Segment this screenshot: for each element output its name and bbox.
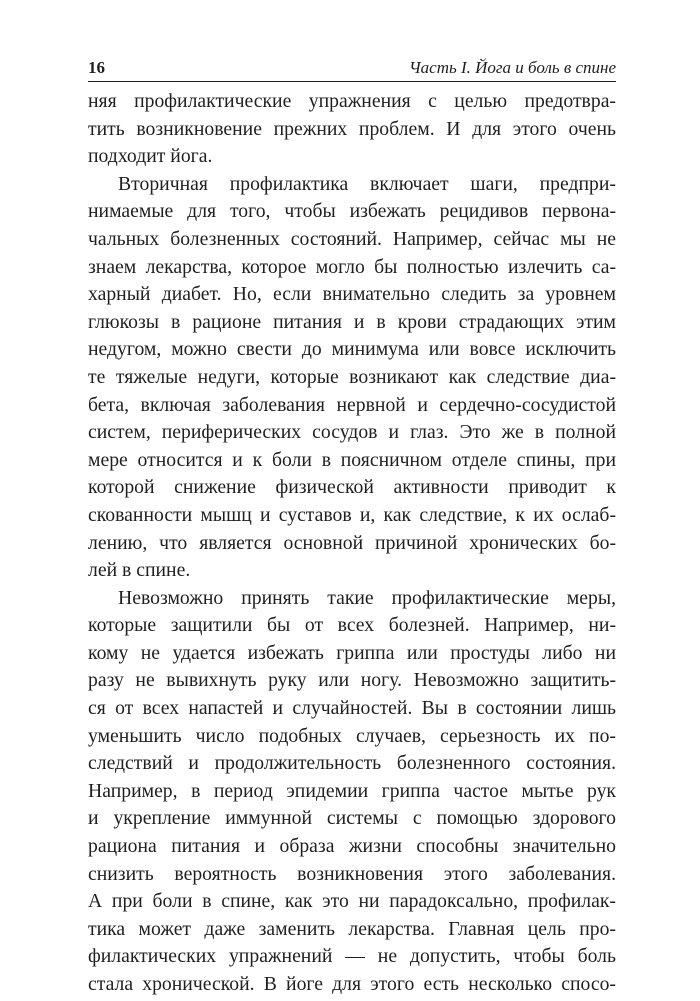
text-line: которые защитили бы от всех болезней. Например, ни- xyxy=(88,614,616,637)
text-line: недугом, можно свести до минимума или вовсе исключить xyxy=(88,338,616,361)
body-text xyxy=(88,88,616,999)
text-line: тика может даже заменить лекарства. Главная цель про- xyxy=(88,917,616,940)
text-line: снизить вероятность возникновения этого заболевания. xyxy=(88,862,616,885)
text-line: глюкозы в рационе питания и в крови страдающих этим xyxy=(88,310,616,333)
text-line: разу не вывихнуть руку или ногу. Невозможно защитить- xyxy=(88,669,616,692)
text-line: стала хронической. В йоге для этого есть несколько спосо- xyxy=(88,973,616,995)
text-line: кому не удается избежать гриппа или простуды либо ни xyxy=(88,641,616,664)
text-line: А при боли в спине, как это ни парадоксально, профилак- xyxy=(88,890,616,913)
text-line: и укрепление иммунной системы с помощью здорового xyxy=(88,807,616,830)
text-line: систем, периферических сосудов и глаз. Это же в полной xyxy=(88,421,616,444)
header-rule xyxy=(88,81,616,82)
text-line: нимаемые для того, чтобы избежать рецидивов первона- xyxy=(88,200,616,223)
text-line: знаем лекарства, которое могло бы полностью излечить са- xyxy=(88,255,616,278)
text-line: рациона питания и образа жизни способны значительно xyxy=(88,835,616,858)
text-line: скованности мышц и суставов и, как следствие, к их ослаб- xyxy=(88,503,616,526)
text-line: которой снижение физической активности приводит к xyxy=(88,476,616,499)
text-line: няя профилактические упражнения с целью предотвра- xyxy=(88,90,616,112)
page-number: 16 xyxy=(88,58,105,77)
text-line: Невозможно принять такие профилактические меры, xyxy=(118,586,616,609)
text-line: чальных болезненных состояний. Например, сейчас мы не xyxy=(88,227,616,250)
text-line: ся от всех напастей и случайностей. Вы в состоянии лишь xyxy=(88,697,616,720)
text-line: лей в спине. xyxy=(88,559,191,582)
text-line: Вторичная профилактика включает шаги, предпри- xyxy=(118,172,616,195)
running-title: Часть I. Йога и боль в спине xyxy=(408,58,616,77)
page-header xyxy=(88,56,616,80)
text-line: уменьшить число подобных случаев, серьезность их по- xyxy=(88,724,616,747)
text-line: тить возникновение прежних проблем. И для этого очень xyxy=(88,117,616,140)
text-line: те тяжелые недуги, которые возникают как следствие диа- xyxy=(88,365,616,388)
text-line: подходит йога. xyxy=(88,145,213,168)
text-line: филактических упражнений — не допустить, чтобы боль xyxy=(88,945,616,968)
text-line: бета, включая заболевания нервной и сердечно-сосудистой xyxy=(88,393,616,416)
text-line: лению, что является основной причиной хронических бо- xyxy=(88,531,616,554)
text-line: мере относится и к боли в поясничном отделе спины, при xyxy=(88,448,616,471)
text-line: следствий и продолжительность болезненного состояния. xyxy=(88,752,616,775)
text-line: Например, в период эпидемии гриппа частое мытье рук xyxy=(88,779,616,802)
text-line: харный диабет. Но, если внимательно следить за уровнем xyxy=(88,283,616,306)
